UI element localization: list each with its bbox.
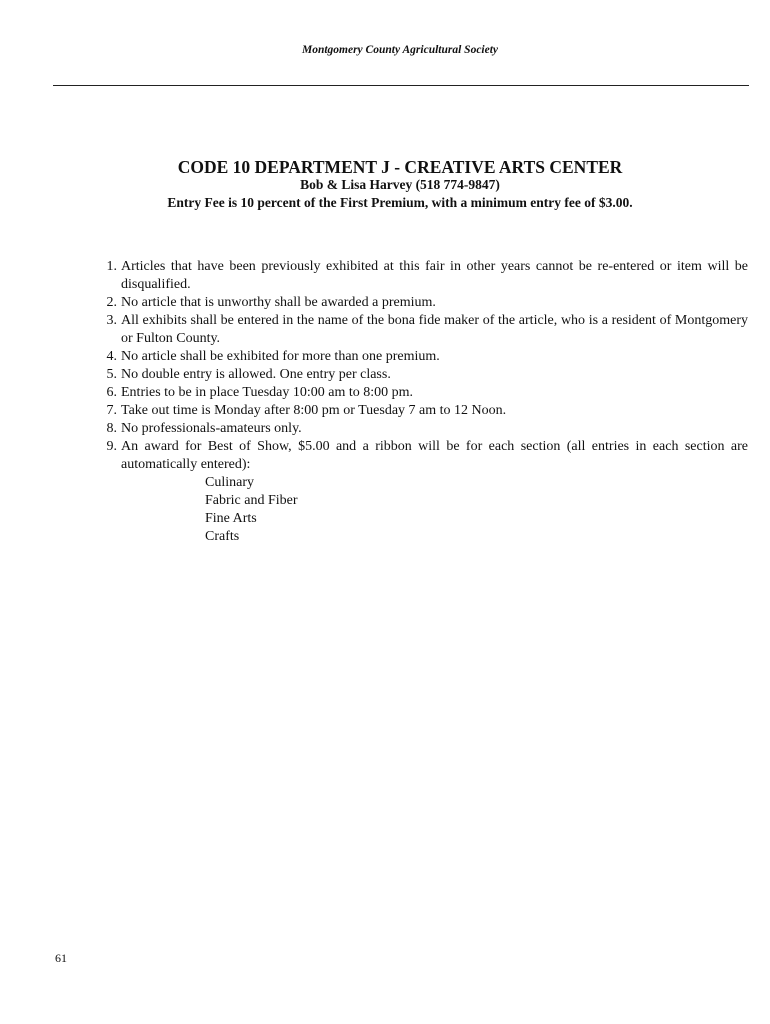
rule-item [106, 294, 748, 312]
rule-number: 2. [106, 295, 117, 310]
section-item: Fine Arts [205, 511, 257, 526]
rule-item [106, 384, 748, 402]
header-divider [53, 85, 749, 86]
rule-text: No double entry is allowed. One entry per class. [121, 367, 391, 382]
rule-item [106, 402, 748, 420]
section-item: Fabric and Fiber [205, 493, 298, 508]
rule-text: Take out time is Monday after 8:00 pm or Tuesday 7 am to 12 Noon. [121, 403, 507, 418]
rule-number: 4. [106, 349, 117, 364]
section-item: Culinary [205, 475, 254, 490]
department-title: CODE 10 DEPARTMENT J - CREATIVE ARTS CENTER [177, 157, 623, 177]
section-item: Crafts [205, 529, 240, 544]
rule-text: No professionals-amateurs only. [121, 421, 302, 436]
rule-number: 3. [106, 313, 117, 328]
entry-fee-line: Entry Fee is 10 percent of the First Premium, with a minimum entry fee of $3.00. [167, 195, 633, 210]
rule-number: 7. [106, 403, 117, 418]
rule-number: 8. [106, 421, 117, 436]
rule-text: All exhibits shall be entered in the name of the bona fide maker of the article, who is a resident of Montgomery or Fulton County. [121, 313, 748, 346]
rule-item [106, 438, 748, 546]
contact-line: Bob & Lisa Harvey (518 774-9847) [300, 177, 500, 192]
rule-text: Articles that have been previously exhibited at this fair in other years cannot be re-entered or item will be disqualified. [121, 259, 748, 292]
rule-text: No article shall be exhibited for more than one premium. [121, 349, 440, 364]
rule-item [106, 258, 748, 294]
rule-item [106, 348, 748, 366]
rule-text: Entries to be in place Tuesday 10:00 am to 8:00 pm. [121, 385, 414, 400]
rule-number: 9. [106, 439, 117, 454]
rule-item [106, 366, 748, 384]
title-block [0, 157, 770, 211]
section-list [121, 474, 748, 546]
rule-number: 5. [106, 367, 117, 382]
rule-item [106, 420, 748, 438]
page-number: 61 [55, 951, 67, 965]
rule-text: No article that is unworthy shall be awarded a premium. [121, 295, 436, 310]
running-header: Montgomery County Agricultural Society [301, 44, 499, 56]
rule-item [106, 312, 748, 348]
rule-number: 6. [106, 385, 117, 400]
rule-text: An award for Best of Show, $5.00 and a ribbon will be for each section (all entries in each section are automatically entered): [121, 439, 748, 472]
rule-number: 1. [106, 259, 117, 274]
rules-list [106, 258, 748, 546]
